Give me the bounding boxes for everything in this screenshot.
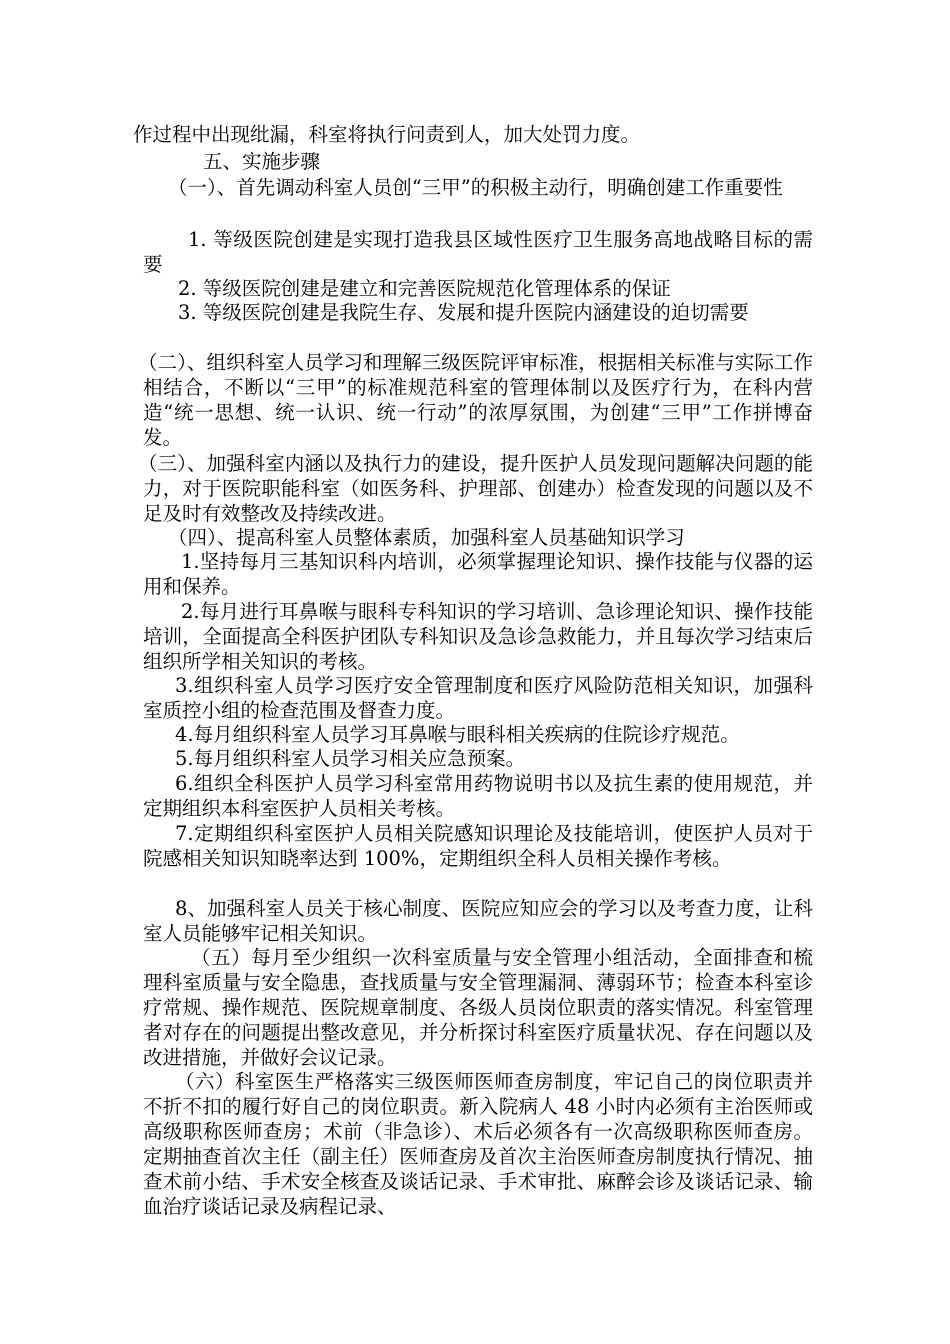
step-4-item-2: 2.每月进行耳鼻喉与眼科专科知识的学习培训、急诊理论知识、操作技能培训，全面提高全科医护团队专科知识及急诊急救能力，并且每次学习结束后组织所学相关知识的考核。 xyxy=(143,600,813,673)
step-4-item-5: 5.每月组织科室人员学习相关应急预案。 xyxy=(175,747,526,770)
step-1-heading: （一）、首先调动科室人员创“三甲”的积极主动行，明确创建工作重要性 xyxy=(168,176,783,199)
section-heading-implementation-steps: 五、实施步骤 xyxy=(203,150,321,173)
step-1-item-2: 2. 等级医院创建是建立和完善医院规范化管理体系的保证 xyxy=(178,277,671,300)
step-4-item-6: 6.组织全科医护人员学习科室常用药物说明书以及抗生素的使用规范，并定期组织本科室医护人员相关考核。 xyxy=(143,772,813,820)
step-4-item-3: 3.组织科室人员学习医疗安全管理制度和医疗风险防范相关知识，加强科室质控小组的检查范围及督查力度。 xyxy=(143,674,813,722)
step-6-paragraph: （六）科室医生严格落实三级医师医师查房制度，牢记自己的岗位职责并不折不扣的履行好自己的岗位职责。新入院病人 48 小时内必须有主治医师或高级职称医师查房；术前（非急诊）、术后必须各有一次高级职称医师查房。定期抽查首次主任（副主任）医师查房及首次主治医师查房制度执行情况、抽查术前小结、手术安全核查及谈话记录、手术审批、麻醉会诊及谈话记录、输血治疗谈话记录及病程记录、 xyxy=(143,1070,813,1218)
step-4-item-8: 8、加强科室人员关于核心制度、医院应知应会的学习以及考查力度，让科室人员能够牢记相关知识。 xyxy=(143,897,813,945)
step-4-item-7: 7.定期组织科室医护人员相关院感知识理论及技能培训，使医护人员对于院感相关知识知晓率达到 100%，定期组织全科人员相关操作考核。 xyxy=(143,822,813,870)
step-1-item-1: 1. 等级医院创建是实现打造我县区域性医疗卫生服务高地战略目标的需要 xyxy=(143,228,813,276)
paragraph-continuation: 作过程中出现纰漏，科室将执行问责到人，加大处罚力度。 xyxy=(133,123,641,146)
step-5-paragraph: （五）每月至少组织一次科室质量与安全管理小组活动，全面排查和梳理科室质量与安全隐患，查找质量与安全管理漏洞、薄弱环节；检查本科室诊疗常规、操作规范、医院规章制度、各级人员岗位职责的落实情况。科室管理者对存在的问题提出整改意见，并分析探讨科室医疗质量状况、存在问题以及改进措施，并做好会议记录。 xyxy=(143,946,813,1069)
step-3-paragraph: （三）、加强科室内涵以及执行力的建设，提升医护人员发现问题解决问题的能力，对于医院职能科室（如医务科、护理部、创建办）检查发现的问题以及不足及时有效整改及持续改进。 xyxy=(138,452,813,525)
step-2-paragraph: （二）、组织科室人员学习和理解三级医院评审标准，根据相关标准与实际工作相结合，不断以“三甲”的标准规范科室的管理体制以及医疗行为，在科内营造“统一思想、统一认识、统一行动”的浓厚氛围，为创建“三甲”工作拼博奋发。 xyxy=(138,351,813,449)
step-4-item-4: 4.每月组织科室人员学习耳鼻喉与眼科相关疾病的住院诊疗规范。 xyxy=(175,723,740,746)
step-4-heading: （四）、提高科室人员整体素质，加强科室人员基础知识学习 xyxy=(168,526,685,549)
step-1-item-3: 3. 等级医院创建是我院生存、发展和提升医院内涵建设的迫切需要 xyxy=(178,301,749,324)
step-4-item-1: 1.坚持每月三基知识科内培训，必须掌握理论知识、操作技能与仪器的运用和保养。 xyxy=(143,550,813,598)
